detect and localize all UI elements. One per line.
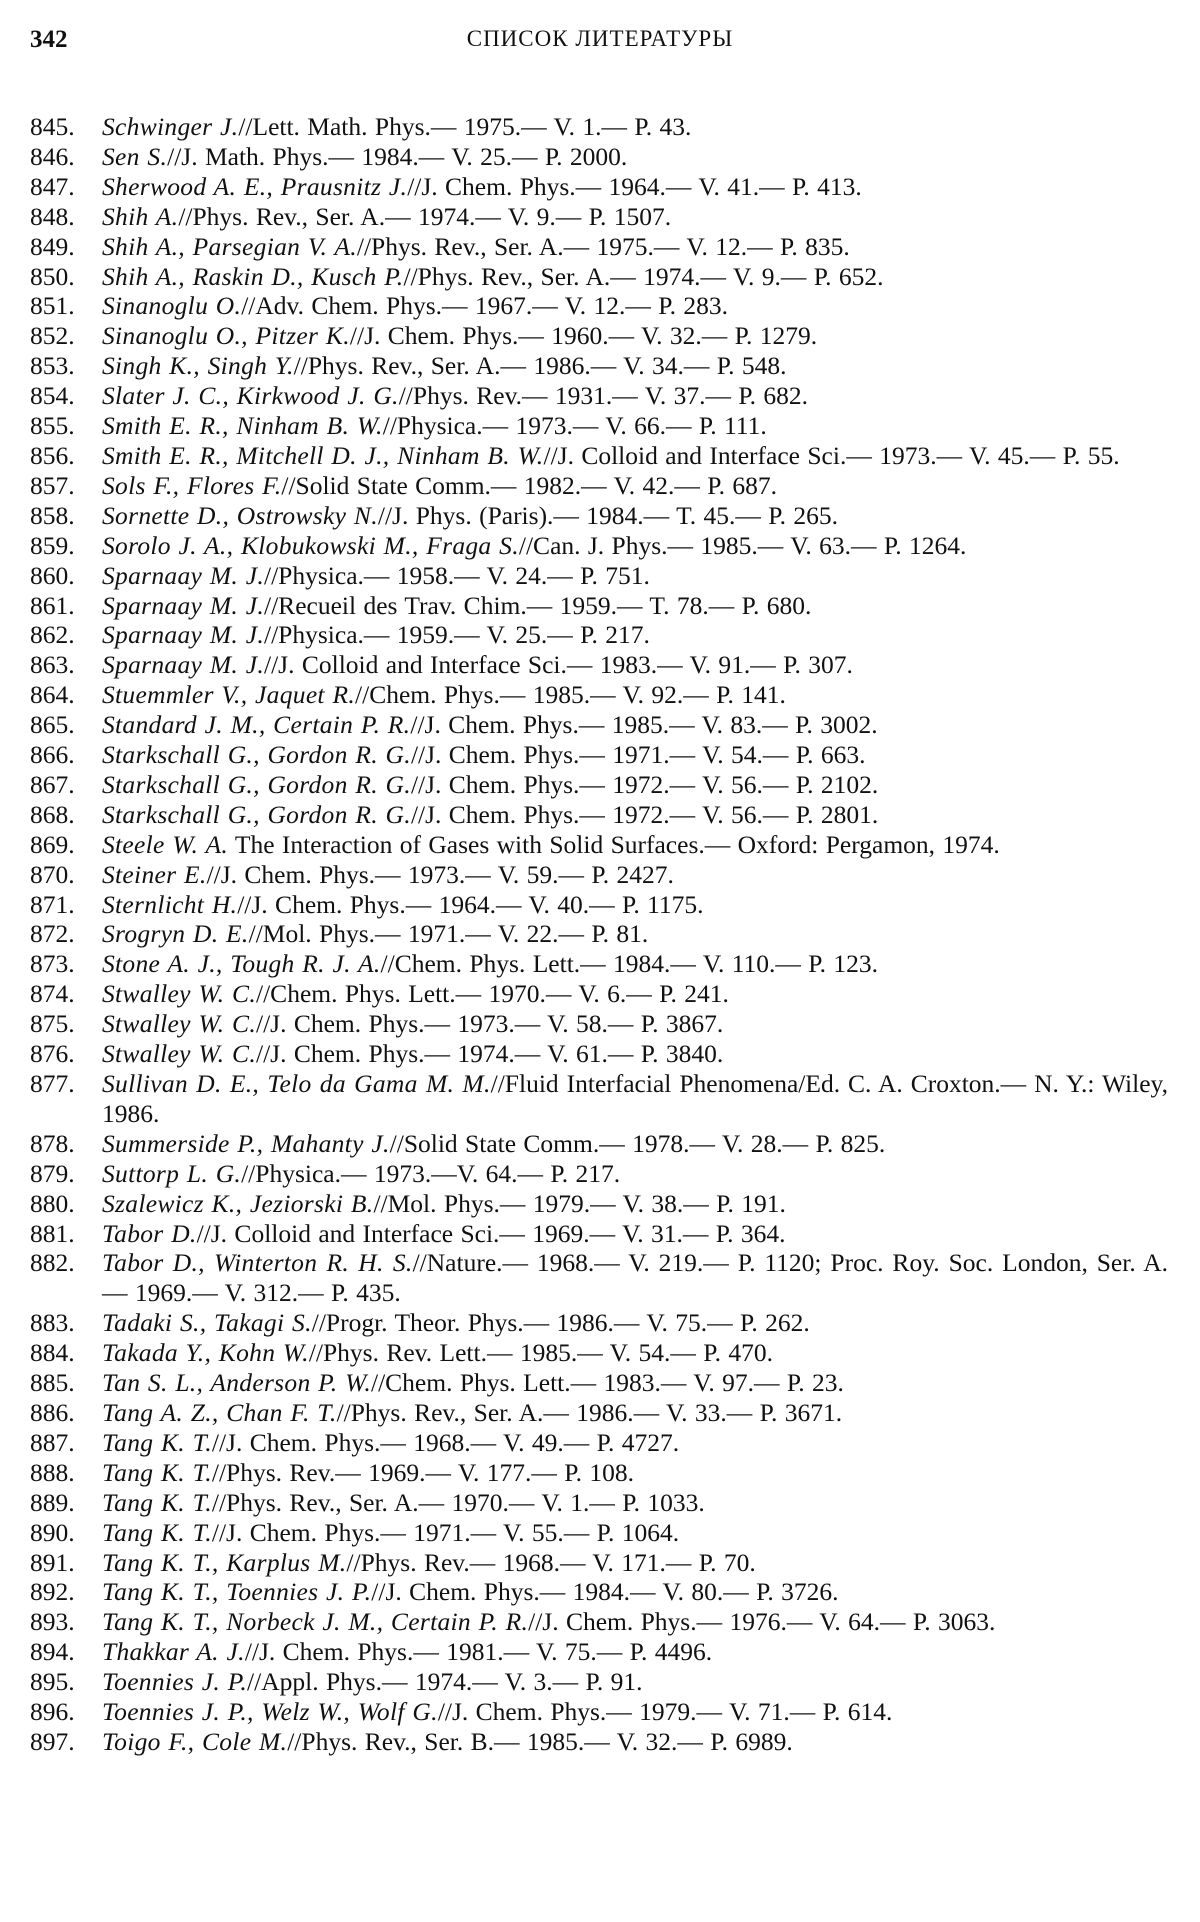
reference-number: 891. xyxy=(30,1547,75,1577)
reference-entry xyxy=(30,919,1168,949)
reference-number: 863. xyxy=(30,650,75,680)
reference-entry xyxy=(30,381,1168,411)
reference-authors: Tang K. T. xyxy=(102,1487,212,1517)
reference-source: //Chem. Phys. Lett.— 1970.— V. 6.— P. 241. xyxy=(256,979,729,1009)
reference-number: 845. xyxy=(30,112,75,141)
reference-authors: Tang K. T., Toennies J. P. xyxy=(102,1577,372,1607)
reference-source: //Phys. Rev., Ser. A.— 1974.— V. 9.— P. 1507. xyxy=(178,201,672,231)
reference-number: 872. xyxy=(30,919,75,949)
reference-authors: Tang K. T., Karplus M. xyxy=(102,1547,347,1577)
reference-authors: Stone A. J., Tough R. J. A. xyxy=(102,949,381,979)
reference-entry xyxy=(30,1129,1168,1159)
reference-source: //J. Chem. Phys.— 1985.— V. 83.— P. 3002. xyxy=(410,710,878,740)
reference-entry xyxy=(30,1637,1168,1667)
reference-source: //J. Chem. Phys.— 1976.— V. 64.— P. 3063. xyxy=(528,1607,996,1637)
reference-source: //J. Chem. Phys.— 1981.— V. 75.— P. 4496. xyxy=(244,1637,713,1667)
reference-number: 859. xyxy=(30,530,75,560)
reference-source: //J. Chem. Phys.— 1973.— V. 59.— P. 2427. xyxy=(206,859,674,889)
reference-authors: Slater J. C., Kirkwood J. G. xyxy=(102,381,399,411)
reference-entry xyxy=(30,441,1168,471)
reference-entry xyxy=(30,1727,1168,1757)
reference-number: 852. xyxy=(30,321,75,351)
reference-number: 890. xyxy=(30,1517,75,1547)
reference-authors: Stwalley W. C. xyxy=(102,1009,257,1039)
reference-number: 893. xyxy=(30,1607,75,1637)
reference-entry xyxy=(30,1607,1168,1637)
reference-source: //Solid State Comm.— 1982.— V. 42.— P. 687. xyxy=(281,470,777,500)
reference-source: //Physica.— 1958.— V. 24.— P. 751. xyxy=(264,560,650,590)
reference-number: 860. xyxy=(30,560,75,590)
reference-source: //J. Colloid and Interface Sci.— 1983.— V. 91.— P. 307. xyxy=(264,650,853,680)
reference-authors: Starkschall G., Gordon R. G. xyxy=(102,740,411,770)
reference-number: 849. xyxy=(30,231,75,261)
reference-source: //J. Chem. Phys.— 1979.— V. 71.— P. 614. xyxy=(437,1697,893,1727)
reference-entry xyxy=(30,1518,1168,1548)
reference-number: 851. xyxy=(30,291,75,321)
reference-number: 897. xyxy=(30,1726,75,1756)
reference-number: 858. xyxy=(30,500,75,530)
reference-number: 892. xyxy=(30,1577,75,1607)
reference-source: //Physica.— 1973.— V. 66.— P. 111. xyxy=(382,411,767,441)
reference-number: 878. xyxy=(30,1128,75,1158)
reference-number: 868. xyxy=(30,799,75,829)
reference-source: //J. Chem. Phys.— 1972.— V. 56.— P. 2801. xyxy=(410,799,879,829)
reference-authors: Tang A. Z., Chan F. T. xyxy=(102,1397,337,1427)
reference-number: 857. xyxy=(30,470,75,500)
reference-source: //J. Chem. Phys.— 1968.— V. 49.— P. 4727. xyxy=(211,1427,680,1457)
reference-source: //Phys. Rev.— 1969.— V. 177.— P. 108. xyxy=(211,1457,634,1487)
reference-source: //Mol. Phys.— 1979.— V. 38.— P. 191. xyxy=(373,1188,786,1218)
reference-number: 884. xyxy=(30,1338,75,1368)
reference-source: //J. Chem. Phys.— 1964.— V. 41.— P. 413. xyxy=(407,171,862,201)
reference-authors: Sols F., Flores F. xyxy=(102,470,282,500)
reference-entry xyxy=(30,591,1168,621)
reference-source: //Phys. Rev., Ser. A.— 1986.— V. 34.— P. 548. xyxy=(293,351,787,381)
reference-authors: Suttorp L. G. xyxy=(102,1158,242,1188)
reference-entry xyxy=(30,1219,1168,1249)
reference-entry xyxy=(30,142,1168,172)
reference-authors: Tabor D. xyxy=(102,1218,197,1248)
reference-source: //Physica.— 1973.—V. 64.— P. 217. xyxy=(241,1158,621,1188)
reference-number: 881. xyxy=(30,1218,75,1248)
reference-entry xyxy=(30,620,1168,650)
reference-authors: Sorolo J. A., Klobukowski M., Fraga S. xyxy=(102,530,519,560)
reference-number: 883. xyxy=(30,1308,75,1338)
reference-entry xyxy=(30,172,1168,202)
reference-source: //Recueil des Trav. Chim.— 1959.— T. 78.— P. 680. xyxy=(264,590,812,620)
reference-source: //Phys. Rev.— 1968.— V. 171.— P. 70. xyxy=(346,1547,756,1577)
reference-entry xyxy=(30,1368,1168,1398)
reference-number: 848. xyxy=(30,201,75,231)
reference-entry xyxy=(30,351,1168,381)
reference-number: 854. xyxy=(30,381,75,411)
reference-entry xyxy=(30,1667,1168,1697)
reference-entry xyxy=(30,1069,1168,1129)
reference-authors: Sullivan D. E., Telo da Gama M. M. xyxy=(102,1069,491,1098)
reference-list xyxy=(30,112,1168,1757)
reference-authors: Schwinger J. xyxy=(102,112,239,141)
reference-entry xyxy=(30,740,1168,770)
reference-authors: Toigo F., Cole M. xyxy=(102,1726,288,1756)
reference-authors: Toennies J. P. xyxy=(102,1667,248,1697)
reference-authors: Smith E. R., Mitchell D. J., Ninham B. W. xyxy=(102,440,544,470)
reference-authors: Takada Y., Kohn W. xyxy=(102,1338,309,1368)
reference-authors: Tadaki S., Takagi S. xyxy=(102,1308,312,1338)
reference-number: 879. xyxy=(30,1158,75,1188)
reference-authors: Sparnaay M. J. xyxy=(102,620,265,650)
reference-number: 889. xyxy=(30,1487,75,1517)
reference-source: //Phys. Rev. Lett.— 1985.— V. 54.— P. 470. xyxy=(308,1338,773,1368)
reference-entry xyxy=(30,531,1168,561)
reference-authors: Sparnaay M. J. xyxy=(102,560,265,590)
reference-number: 882. xyxy=(30,1248,75,1278)
reference-number: 874. xyxy=(30,979,75,1009)
reference-source: //Chem. Phys. Lett.— 1983.— V. 97.— P. 23. xyxy=(371,1368,844,1398)
reference-entry xyxy=(30,1548,1168,1578)
reference-authors: Sinanoglu O., Pitzer K. xyxy=(102,321,350,351)
reference-number: 869. xyxy=(30,829,75,859)
reference-entry xyxy=(30,1189,1168,1219)
reference-number: 876. xyxy=(30,1039,75,1069)
reference-number: 864. xyxy=(30,680,75,710)
reference-entry xyxy=(30,411,1168,441)
reference-number: 888. xyxy=(30,1457,75,1487)
reference-entry xyxy=(30,860,1168,890)
reference-number: 870. xyxy=(30,859,75,889)
reference-source: //J. Chem. Phys.— 1960.— V. 32.— P. 1279. xyxy=(349,321,818,351)
reference-authors: Tang K. T., Norbeck J. M., Certain P. R. xyxy=(102,1607,529,1637)
reference-entry xyxy=(30,1039,1168,1069)
reference-source: //Phys. Rev., Ser. A.— 1986.— V. 33.— P. 3671. xyxy=(336,1397,843,1427)
reference-authors: Stwalley W. C. xyxy=(102,1039,257,1069)
reference-entry xyxy=(30,1428,1168,1458)
page-header xyxy=(30,26,1170,66)
reference-entry xyxy=(30,650,1168,680)
reference-source: //J. Colloid and Interface Sci.— 1969.— V. 31.— P. 364. xyxy=(196,1218,786,1248)
reference-authors: Smith E. R., Ninham B. W. xyxy=(102,411,383,441)
reference-entry xyxy=(30,1458,1168,1488)
reference-entry xyxy=(30,949,1168,979)
reference-authors: Tabor D., Winterton R. H. S. xyxy=(102,1248,413,1278)
reference-entry xyxy=(30,1308,1168,1338)
reference-entry xyxy=(30,830,1168,860)
reference-source: //Phys. Rev., Ser. A.— 1970.— V. 1.— P. 1033. xyxy=(211,1487,705,1517)
reference-number: 867. xyxy=(30,769,75,799)
reference-entry xyxy=(30,1577,1168,1607)
reference-source: //J. Chem. Phys.— 1974.— V. 61.— P. 3840. xyxy=(256,1039,724,1069)
reference-authors: Singh K., Singh Y. xyxy=(102,351,294,381)
reference-authors: Steiner E. xyxy=(102,859,207,889)
reference-entry xyxy=(30,979,1168,1009)
reference-source: The Interaction of Gases with Solid Surfaces.— Oxford: Pergamon, 1974. xyxy=(228,829,1000,859)
reference-entry xyxy=(30,680,1168,710)
reference-entry xyxy=(30,1697,1168,1727)
reference-source: //J. Chem. Phys.— 1973.— V. 58.— P. 3867. xyxy=(256,1009,724,1039)
reference-source: //Can. J. Phys.— 1985.— V. 63.— P. 1264. xyxy=(518,530,967,560)
reference-authors: Sen S. xyxy=(102,141,168,171)
reference-authors: Starkschall G., Gordon R. G. xyxy=(102,769,411,799)
reference-number: 846. xyxy=(30,141,75,171)
reference-source: //Mol. Phys.— 1971.— V. 22.— P. 81. xyxy=(248,919,649,949)
reference-source: //J. Math. Phys.— 1984.— V. 25.— P. 2000. xyxy=(167,141,628,171)
reference-number: 861. xyxy=(30,590,75,620)
reference-number: 896. xyxy=(30,1697,75,1727)
reference-authors: Sternlicht H. xyxy=(102,889,238,919)
reference-authors: Shih A., Raskin D., Kusch P. xyxy=(102,261,404,291)
reference-source: //Solid State Comm.— 1978.— V. 28.— P. 825. xyxy=(389,1128,886,1158)
reference-number: 875. xyxy=(30,1009,75,1039)
reference-source: //J. Chem. Phys.— 1972.— V. 56.— P. 2102. xyxy=(410,769,879,799)
reference-number: 853. xyxy=(30,351,75,381)
reference-source: //Fluid Interfacial Phenomena/Ed. C. A. Croxton.— N. Y.: Wiley, 1986. xyxy=(102,1069,1169,1128)
reference-number: 862. xyxy=(30,620,75,650)
reference-authors: Sherwood A. E., Prausnitz J. xyxy=(102,171,408,201)
reference-authors: Shih A., Parsegian V. A. xyxy=(102,231,357,261)
reference-number: 894. xyxy=(30,1637,75,1667)
reference-authors: Srogryn D. E. xyxy=(102,919,249,949)
reference-authors: Summerside P., Mahanty J. xyxy=(102,1128,390,1158)
reference-authors: Steele W. A. xyxy=(102,829,228,859)
reference-source: //Progr. Theor. Phys.— 1986.— V. 75.— P. 262. xyxy=(311,1308,810,1338)
reference-number: 847. xyxy=(30,171,75,201)
reference-authors: Stuemmler V., Jaquet R. xyxy=(102,680,356,710)
reference-authors: Sornette D., Ostrowsky N. xyxy=(102,500,378,530)
reference-number: 880. xyxy=(30,1188,75,1218)
reference-authors: Shih A. xyxy=(102,201,179,231)
reference-source: //Phys. Rev., Ser. A.— 1974.— V. 9.— P. 652. xyxy=(403,261,884,291)
reference-entry xyxy=(30,1159,1168,1189)
reference-entry xyxy=(30,1398,1168,1428)
reference-entry xyxy=(30,232,1168,262)
reference-number: 885. xyxy=(30,1368,75,1398)
reference-source: //J. Phys. (Paris).— 1984.— T. 45.— P. 265. xyxy=(377,500,839,530)
reference-authors: Szalewicz K., Jeziorski B. xyxy=(102,1188,374,1218)
reference-entry xyxy=(30,770,1168,800)
reference-entry xyxy=(30,291,1168,321)
running-title: СПИСОК ЛИТЕРАТУРЫ xyxy=(466,26,734,51)
reference-authors: Standard J. M., Certain P. R. xyxy=(102,710,411,740)
reference-entry xyxy=(30,321,1168,351)
reference-number: 866. xyxy=(30,740,75,770)
reference-number: 887. xyxy=(30,1427,75,1457)
reference-authors: Tang K. T. xyxy=(102,1517,212,1547)
reference-authors: Sparnaay M. J. xyxy=(102,650,265,680)
reference-entry xyxy=(30,1488,1168,1518)
reference-entry xyxy=(30,800,1168,830)
reference-source: //Appl. Phys.— 1974.— V. 3.— P. 91. xyxy=(247,1667,643,1697)
reference-number: 895. xyxy=(30,1667,75,1697)
reference-number: 850. xyxy=(30,261,75,291)
reference-source: //J. Colloid and Interface Sci.— 1973.— V. 45.— P. 55. xyxy=(543,440,1120,470)
reference-entry xyxy=(30,202,1168,232)
reference-authors: Stwalley W. C. xyxy=(102,979,257,1009)
reference-authors: Starkschall G., Gordon R. G. xyxy=(102,799,411,829)
reference-entry xyxy=(30,561,1168,591)
reference-source: //J. Chem. Phys.— 1984.— V. 80.— P. 3726. xyxy=(371,1577,839,1607)
reference-source: //Lett. Math. Phys.— 1975.— V. 1.— P. 43. xyxy=(238,112,692,141)
reference-authors: Toennies J. P., Welz W., Wolf G. xyxy=(102,1697,438,1727)
reference-authors: Tang K. T. xyxy=(102,1457,212,1487)
reference-number: 871. xyxy=(30,889,75,919)
reference-number: 855. xyxy=(30,411,75,441)
reference-number: 886. xyxy=(30,1397,75,1427)
reference-source: //Chem. Phys. Lett.— 1984.— V. 110.— P. 123. xyxy=(380,949,878,979)
reference-source: //Adv. Chem. Phys.— 1967.— V. 12.— P. 283. xyxy=(241,291,729,321)
reference-number: 873. xyxy=(30,949,75,979)
reference-source: //Chem. Phys.— 1985.— V. 92.— P. 141. xyxy=(355,680,786,710)
reference-source: //Nature.— 1968.— V. 219.— P. 1120; Proc. Roy. Soc. London, Ser. A.— 1969.— V. 312.— P. 435. xyxy=(102,1248,1168,1308)
reference-number: 865. xyxy=(30,710,75,740)
reference-entry xyxy=(30,112,1168,142)
reference-number: 856. xyxy=(30,440,75,470)
reference-source: //J. Chem. Phys.— 1971.— V. 54.— P. 663. xyxy=(410,740,866,770)
reference-number: 877. xyxy=(30,1069,75,1098)
reference-entry xyxy=(30,710,1168,740)
reference-entry xyxy=(30,1338,1168,1368)
reference-source: //Physica.— 1959.— V. 25.— P. 217. xyxy=(264,620,650,650)
reference-authors: Thakkar A. J. xyxy=(102,1637,245,1667)
reference-source: //Phys. Rev., Ser. B.— 1985.— V. 32.— P. 6989. xyxy=(287,1726,793,1756)
reference-source: //J. Chem. Phys.— 1971.— V. 55.— P. 1064. xyxy=(211,1517,680,1547)
reference-authors: Tan S. L., Anderson P. W. xyxy=(102,1368,371,1398)
reference-authors: Sinanoglu O. xyxy=(102,291,242,321)
reference-source: //Phys. Rev.— 1931.— V. 37.— P. 682. xyxy=(398,381,809,411)
reference-entry xyxy=(30,890,1168,920)
reference-authors: Sparnaay M. J. xyxy=(102,590,265,620)
reference-authors: Tang K. T. xyxy=(102,1427,212,1457)
reference-entry xyxy=(30,501,1168,531)
page-number: 342 xyxy=(30,26,68,53)
reference-entry xyxy=(30,1248,1168,1308)
reference-source: //J. Chem. Phys.— 1964.— V. 40.— P. 1175. xyxy=(237,889,704,919)
reference-entry xyxy=(30,262,1168,292)
reference-entry xyxy=(30,471,1168,501)
reference-source: //Phys. Rev., Ser. A.— 1975.— V. 12.— P. 835. xyxy=(356,231,850,261)
reference-entry xyxy=(30,1009,1168,1039)
